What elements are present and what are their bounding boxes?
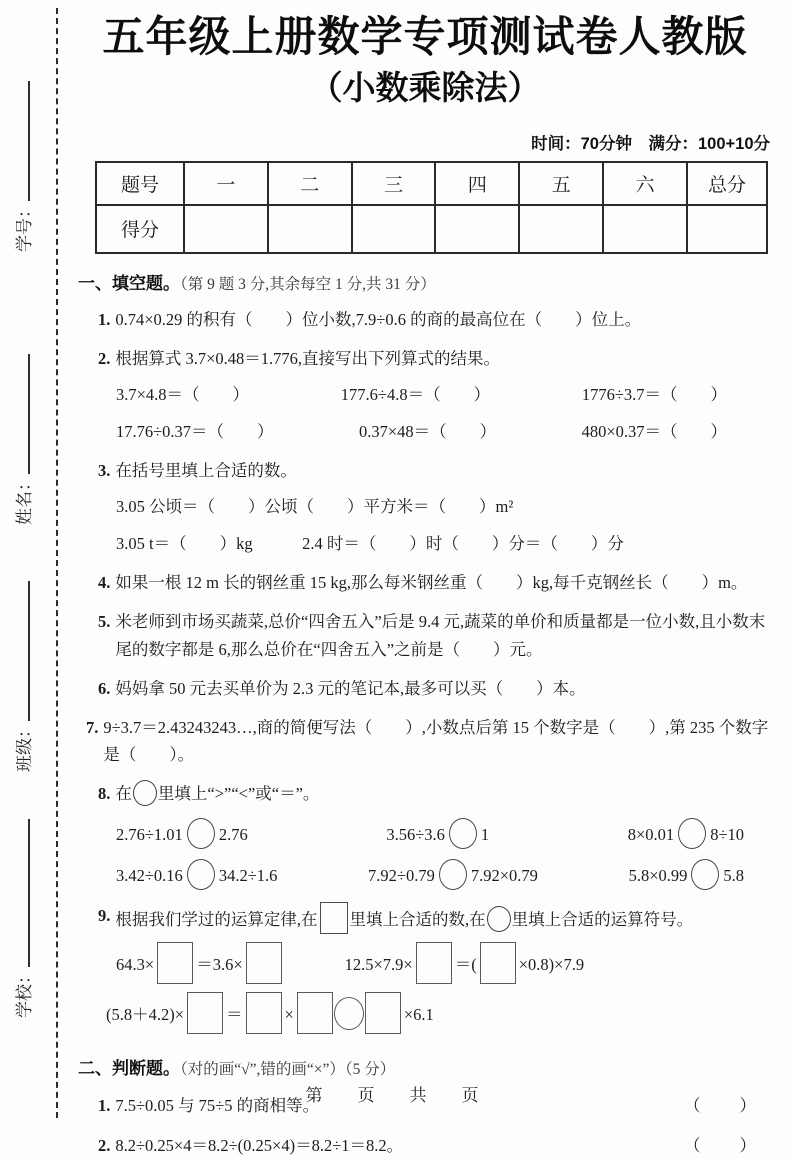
score-table-score-row <box>96 205 767 253</box>
equation-text: 12.5×7.9× <box>344 954 413 974</box>
calc-item: 480×0.37＝（ ） <box>581 421 727 441</box>
name-label: 姓名： <box>15 474 34 525</box>
compare-circle-icon <box>133 780 157 806</box>
unit-conversion-item: 3.05 t＝（ ）kg 2.4 时＝（ ）时（ ）分＝（ ）分 <box>116 533 624 553</box>
question-9-text <box>115 902 772 934</box>
equation-text: ×0.8)×7.9 <box>518 954 585 974</box>
compare-item <box>116 818 248 849</box>
equation-text: × <box>284 1004 294 1024</box>
question-3 <box>78 457 772 484</box>
question-5-number: 5. <box>98 612 111 632</box>
compare-circle-icon <box>187 859 215 890</box>
col-total: 总分 <box>687 162 767 205</box>
compare-left: 2.76÷1.01 <box>116 824 183 844</box>
question-8-text-pre: 在 <box>115 784 132 804</box>
answer-box-icon <box>416 942 452 984</box>
compare-item <box>386 818 489 849</box>
question-8-text-post: 里填上“>”“<”或“＝”。 <box>157 784 320 804</box>
tf-1-answer-bracket: （ ） <box>684 1095 758 1115</box>
question-5 <box>78 608 772 662</box>
col-6: 六 <box>603 162 687 205</box>
question-9 <box>78 902 772 934</box>
section-1-heading <box>78 269 772 294</box>
question-8-row-2 <box>78 859 772 890</box>
compare-circle-icon <box>691 859 719 890</box>
side-field-class <box>10 581 35 772</box>
question-6-number: 6. <box>98 678 111 698</box>
question-3-number: 3. <box>98 461 111 481</box>
question-9-number: 9. <box>98 905 111 925</box>
section-2-title: 二、判断题。 <box>78 1058 180 1078</box>
compare-circle-icon <box>678 818 706 849</box>
equation-2 <box>345 942 584 984</box>
score-cell <box>268 205 352 253</box>
page-title: 五年级上册数学专项测试卷人教版 <box>102 13 748 60</box>
compare-left: 5.8×0.99 <box>628 865 688 885</box>
compare-right: 2.76 <box>218 824 248 844</box>
answer-box-icon <box>246 942 282 984</box>
operator-circle-icon <box>334 997 364 1030</box>
compare-circle-icon <box>449 818 477 849</box>
question-number-label: 题号 <box>96 162 184 205</box>
question-8 <box>78 780 772 807</box>
score-cell <box>435 205 519 253</box>
tf-2-answer-bracket: （ ） <box>684 1136 758 1156</box>
question-7-text: 9÷3.7＝2.43243243…,商的简便写法（ ）,小数点后第 15 个数字是（ ）,第 235 个数字是（ ）。 <box>103 717 769 765</box>
compare-right: 8÷10 <box>710 824 744 844</box>
tf-1-text: 7.5÷0.05 与 75÷5 的商相等。 <box>115 1095 320 1115</box>
seal-dashed-line <box>56 8 58 1118</box>
paper-body <box>78 0 772 1159</box>
compare-right: 34.2÷1.6 <box>218 865 278 885</box>
col-1: 一 <box>184 162 268 205</box>
question-8-text <box>115 780 772 807</box>
section-2-note: （对的画“√”,错的画“×”）（5 分） <box>180 1060 396 1078</box>
question-2-calc-row-2 <box>78 419 772 445</box>
section-2-heading <box>78 1054 772 1079</box>
question-7-number: 7. <box>86 717 99 737</box>
compare-left: 7.92÷0.79 <box>368 865 435 885</box>
equation-text: 64.3× <box>116 954 155 974</box>
calc-item: 0.37×48＝（ ） <box>358 421 497 441</box>
question-3-line-2 <box>78 531 772 557</box>
class-label: 班级： <box>15 721 34 772</box>
compare-item <box>628 818 744 849</box>
question-9-text-post: 里填上合适的运算符号。 <box>511 909 694 929</box>
equation-text: ＝ <box>226 1004 243 1024</box>
school-blank-line <box>25 819 30 967</box>
question-7 <box>78 714 772 768</box>
true-false-question-2 <box>78 1133 772 1159</box>
calc-item: 17.76÷0.37＝（ ） <box>116 421 274 441</box>
calc-item: 3.7×4.8＝（ ） <box>116 385 250 405</box>
question-9-text-mid: 里填上合适的数,在 <box>349 909 486 929</box>
question-2-text: 根据算式 3.7×0.48＝1.776,直接写出下列算式的结果。 <box>115 349 501 369</box>
section-1-title: 一、填空题。 <box>78 273 180 293</box>
answer-box-icon <box>365 992 401 1034</box>
equation-1 <box>116 942 285 984</box>
class-blank-line <box>25 581 30 721</box>
score-label: 得分 <box>96 205 184 253</box>
question-6 <box>78 675 772 702</box>
exam-time-score-info: 时间：70分钟 满分：100+10分 <box>531 134 770 153</box>
question-1-number: 1. <box>98 309 111 329</box>
answer-box-icon <box>246 992 282 1034</box>
compare-left: 8×0.01 <box>627 824 675 844</box>
side-field-name <box>10 354 35 525</box>
compare-item <box>116 859 277 890</box>
side-field-student-id <box>10 81 35 252</box>
section-1-note: （第 9 题 3 分,其余每空 1 分,共 31 分） <box>180 275 436 293</box>
page-subtitle: （小数乘除法） <box>309 69 541 107</box>
question-9-equation-row-1 <box>78 942 772 984</box>
question-1-text: 0.74×0.29 的积有（ ）位小数,7.9÷0.6 的商的最高位在（ ）位上。 <box>115 309 642 329</box>
compare-right: 5.8 <box>723 865 744 885</box>
question-4-number: 4. <box>98 573 111 593</box>
question-8-row-1 <box>78 818 772 849</box>
question-4-text: 如果一根 12 m 长的钢丝重 15 kg,那么每米钢丝重（ ）kg,每千克钢丝长（ ）m。 <box>115 573 748 593</box>
answer-box-icon <box>187 992 223 1034</box>
compare-right: 7.92×0.79 <box>470 865 538 885</box>
question-2 <box>78 345 772 372</box>
student-id-blank-line <box>25 81 30 201</box>
question-8-number: 8. <box>98 784 111 804</box>
tf-1-number: 1. <box>98 1095 111 1115</box>
side-field-school <box>10 819 35 1018</box>
compare-item <box>368 859 538 890</box>
col-4: 四 <box>435 162 519 205</box>
student-id-label: 学号： <box>15 201 34 252</box>
answer-box-icon <box>480 942 516 984</box>
question-2-number: 2. <box>98 349 111 369</box>
score-cell <box>603 205 687 253</box>
answer-box-icon <box>320 902 348 934</box>
question-3-line-1 <box>78 494 772 520</box>
question-9-text-pre: 根据我们学过的运算定律,在 <box>115 909 318 929</box>
page-footer: 第 页 共 页 <box>305 1086 488 1105</box>
compare-circle-icon <box>439 859 467 890</box>
question-5-text: 米老师到市场买蔬菜,总价“四舍五入”后是 9.4 元,蔬菜的单价和质量都是一位小数,且小数末尾的数字都是 6,那么总价在“四舍五入”之前是（ ）元。 <box>115 612 766 659</box>
equation-3 <box>106 992 434 1034</box>
score-cell <box>352 205 436 253</box>
answer-box-icon <box>297 992 333 1034</box>
score-table <box>95 161 768 254</box>
answer-box-icon <box>157 942 193 984</box>
total-score-cell <box>687 205 767 253</box>
question-1 <box>78 306 772 333</box>
compare-circle-icon <box>187 818 215 849</box>
question-3-text: 在括号里填上合适的数。 <box>115 461 297 481</box>
compare-left: 3.56÷3.6 <box>386 824 445 844</box>
question-9-equation-row-2 <box>78 992 772 1034</box>
operator-circle-icon <box>487 906 511 932</box>
col-5: 五 <box>519 162 603 205</box>
equation-text: ＝( <box>454 954 477 974</box>
col-3: 三 <box>352 162 436 205</box>
equation-text: ×6.1 <box>403 1004 434 1024</box>
calc-item: 1776÷3.7＝（ ） <box>581 385 727 405</box>
col-2: 二 <box>268 162 352 205</box>
question-4 <box>78 569 772 596</box>
score-cell <box>184 205 268 253</box>
score-cell <box>519 205 603 253</box>
tf-2-number: 2. <box>98 1136 111 1156</box>
question-2-calc-row-1 <box>78 382 772 408</box>
equation-text: (5.8＋4.2)× <box>106 1004 185 1024</box>
score-table-header-row <box>96 162 767 205</box>
unit-conversion-item: 3.05 公顷＝（ ）公顷（ ）平方米＝（ ）m² <box>116 497 514 517</box>
school-label: 学校： <box>15 967 34 1018</box>
compare-left: 3.42÷0.16 <box>116 865 183 885</box>
name-blank-line <box>25 354 30 474</box>
question-6-text: 妈妈拿 50 元去买单价为 2.3 元的笔记本,最多可以买（ ）本。 <box>115 678 586 698</box>
compare-right: 1 <box>480 824 490 844</box>
equation-text: ＝3.6× <box>196 954 243 974</box>
compare-item <box>629 859 744 890</box>
tf-2-text: 8.2÷0.25×4＝8.2÷(0.25×4)＝8.2÷1＝8.2。 <box>115 1136 404 1156</box>
calc-item: 177.6÷4.8＝（ ） <box>340 385 491 405</box>
